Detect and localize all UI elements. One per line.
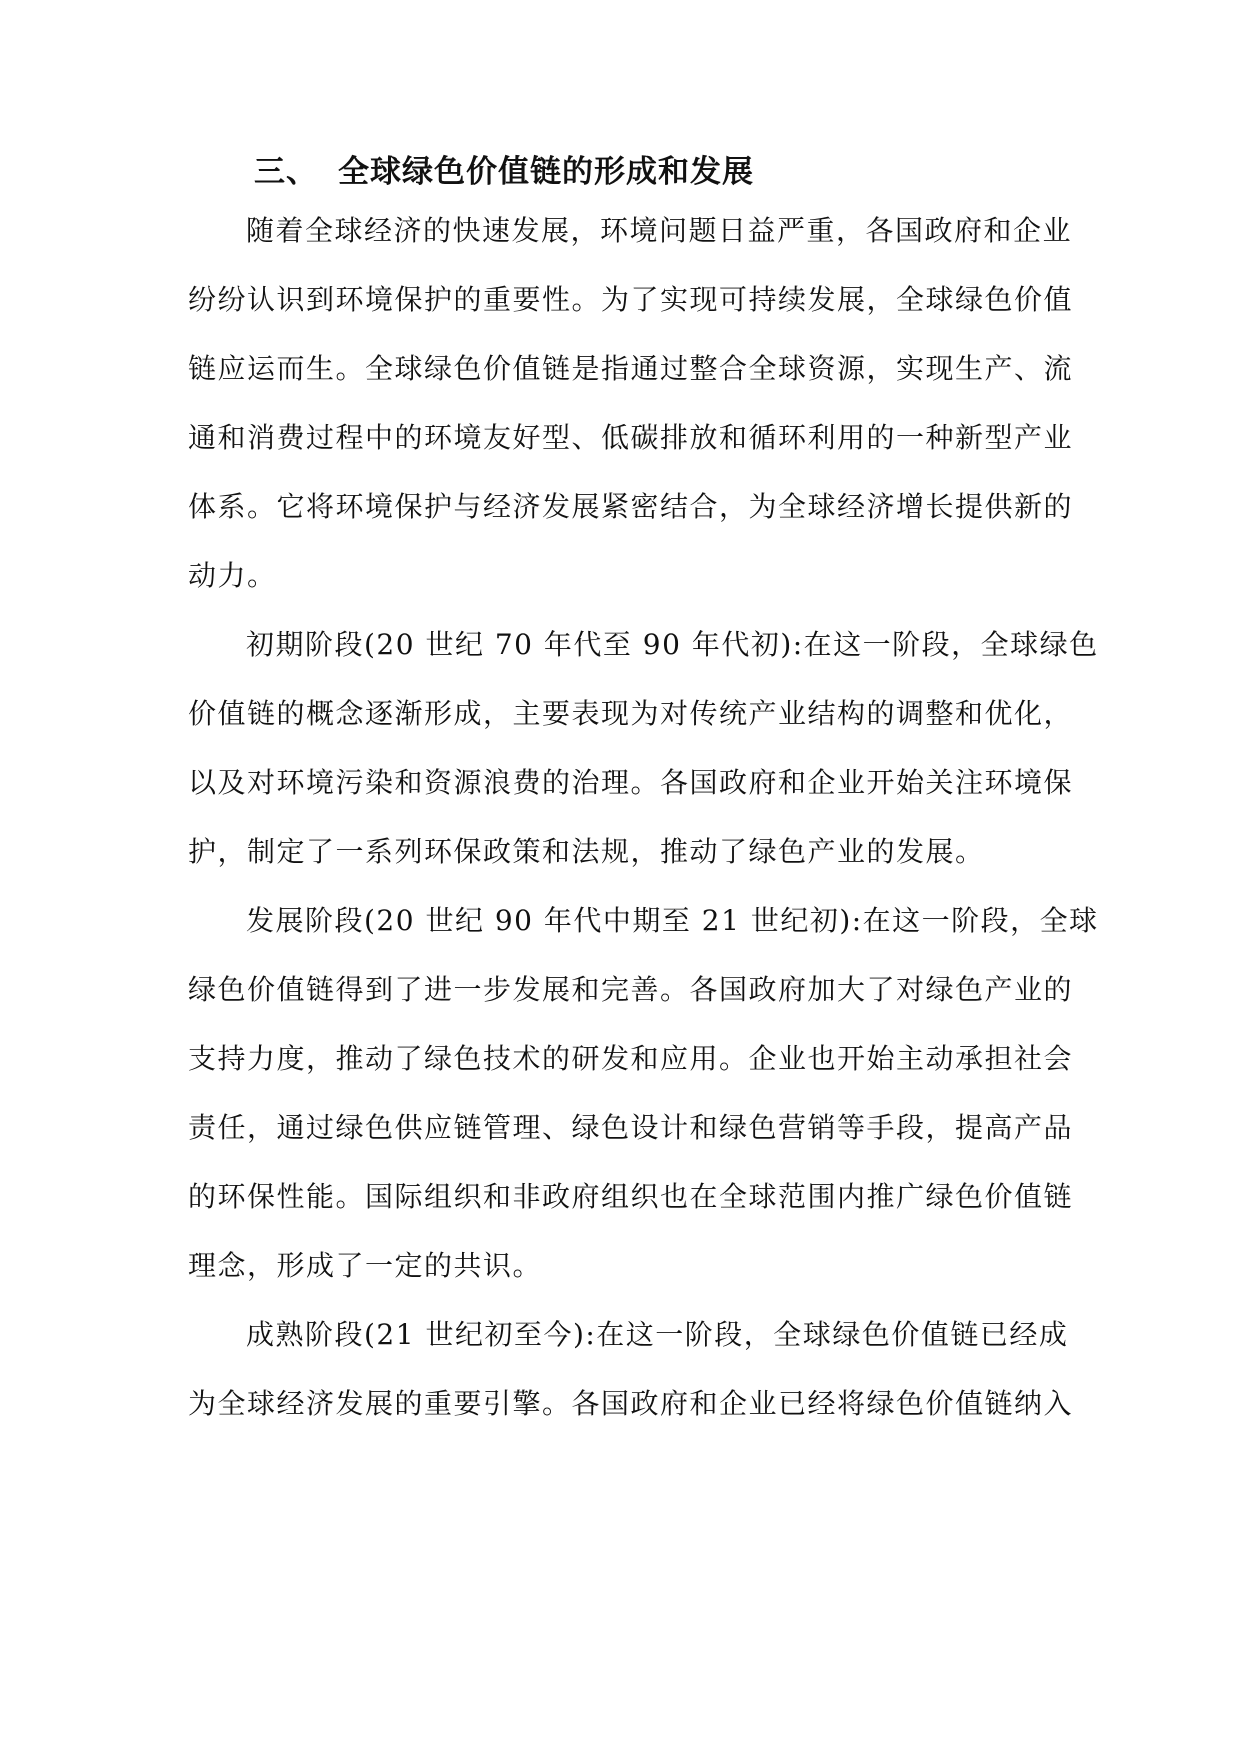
paragraph-line: 初期阶段(20 世纪 70 年代至 90 年代初):在这一阶段，全球绿色 xyxy=(246,628,1099,661)
paragraph-line: 为全球经济发展的重要引擎。各国政府和企业已经将绿色价值链纳入 xyxy=(188,1387,1074,1420)
paragraph-line: 以及对环境污染和资源浪费的治理。各国政府和企业开始关注环境保 xyxy=(188,766,1074,799)
paragraph-line: 动力。 xyxy=(188,559,277,592)
section-title: 全球绿色价值链的形成和发展 xyxy=(338,154,754,190)
paragraph-line: 的环保性能。国际组织和非政府组织也在全球范围内推广绿色价值链 xyxy=(188,1180,1074,1213)
section-heading xyxy=(254,152,754,192)
paragraph-line: 发展阶段(20 世纪 90 年代中期至 21 世纪初):在这一阶段，全球 xyxy=(246,904,1099,937)
paragraph-line: 纷纷认识到环境保护的重要性。为了实现可持续发展，全球绿色价值 xyxy=(188,283,1074,316)
paragraph-line: 体系。它将环境保护与经济发展紧密结合，为全球经济增长提供新的 xyxy=(188,490,1074,523)
paragraph-line: 责任，通过绿色供应链管理、绿色设计和绿色营销等手段，提高产品 xyxy=(188,1111,1074,1144)
paragraph-line: 通和消费过程中的环境友好型、低碳排放和循环利用的一种新型产业 xyxy=(188,421,1074,454)
paragraph-line: 随着全球经济的快速发展，环境问题日益严重，各国政府和企业 xyxy=(246,214,1073,247)
paragraph-line: 链应运而生。全球绿色价值链是指通过整合全球资源，实现生产、流 xyxy=(188,352,1074,385)
section-number: 三、 xyxy=(254,154,318,190)
paragraph-line: 成熟阶段(21 世纪初至今):在这一阶段，全球绿色价值链已经成 xyxy=(246,1318,1069,1351)
paragraph-line: 支持力度，推动了绿色技术的研发和应用。企业也开始主动承担社会 xyxy=(188,1042,1074,1075)
paragraph-line: 绿色价值链得到了进一步发展和完善。各国政府加大了对绿色产业的 xyxy=(188,973,1074,1006)
paragraph-line: 护，制定了一系列环保政策和法规，推动了绿色产业的发展。 xyxy=(188,835,985,868)
paragraph-line: 理念，形成了一定的共识。 xyxy=(188,1249,543,1282)
paragraph-line: 价值链的概念逐渐形成，主要表现为对传统产业结构的调整和优化， xyxy=(188,697,1074,730)
